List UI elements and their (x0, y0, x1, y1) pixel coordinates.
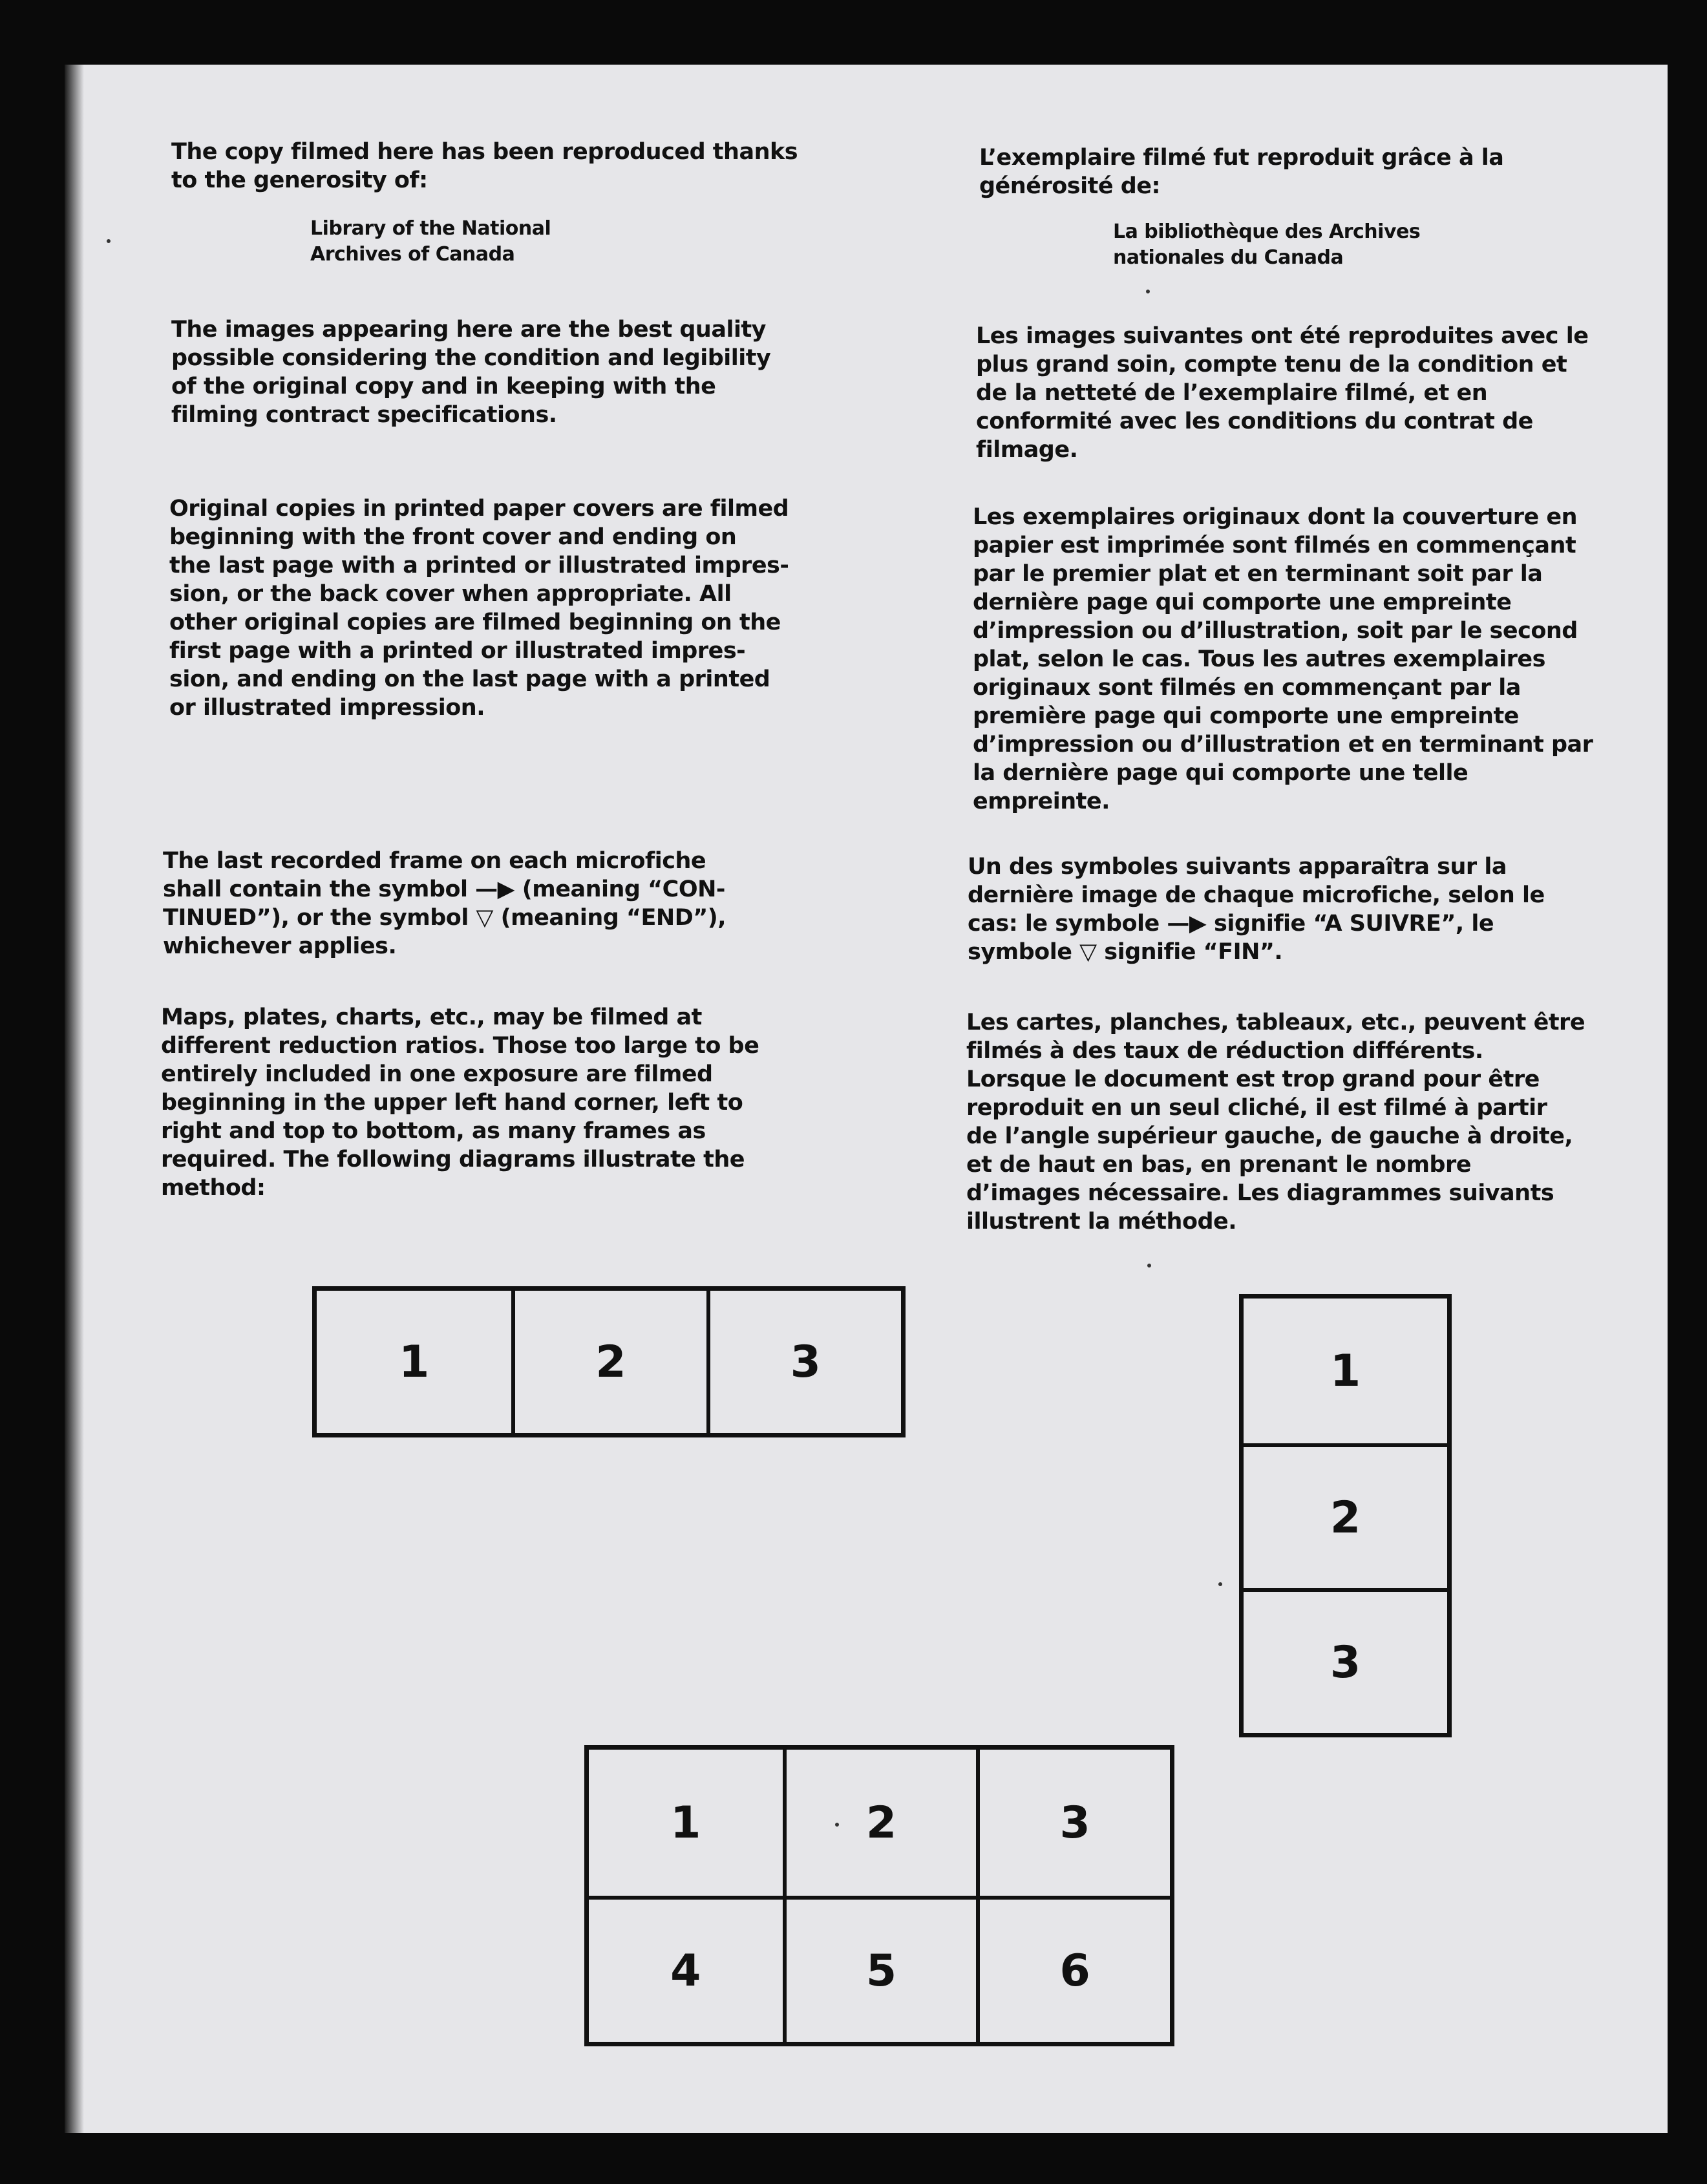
frame-cell: 1 (1330, 1345, 1361, 1397)
frame-cell: 2 (511, 1291, 706, 1433)
frame-cell: 3 (976, 1750, 1170, 1896)
maps-text-en: Maps, plates, charts, etc., may be filmed at different reduction ratios. Those too large to be entirely included in one exposure are filmed beginning in the upper left hand corner, left to right and top to bottom, as many frames as required. The following diagrams illustrate the method: (161, 1004, 759, 1201)
frame-cell: 2 (783, 1750, 977, 1896)
frame-cell: 5 (783, 1896, 977, 2042)
diagram-grid (584, 1745, 1174, 2046)
symbols-text-fr: Un des symboles suivants apparaîtra sur la dernière image de chaque microfiche, selon le cas: le symbole —▶ signifie “A SUIVRE”, le symbole ▽ signifie “FIN”. (968, 854, 1545, 965)
originals-text-fr: Les exemplaires originaux dont la couverture en papier est imprimée sont filmés en commençant par le premier plat et en terminant soit par la dernière page qui comporte une empreinte d’impression ou d’illustration, soit par le second plat, selon le cas. Tous les autres exemplaires originaux sont filmés en commençant par la première page qui comporte une empreinte d’impression ou d’illustration et en terminant par la dernière page qui comporte une telle empreinte. (973, 504, 1593, 814)
diagram-horizontal (312, 1286, 906, 1437)
intro-text-fr: L’exemplaire filmé fut reproduit grâce à la générosité de: (979, 145, 1504, 199)
scan-speck (835, 1823, 839, 1827)
diagram-vertical (1239, 1294, 1452, 1737)
intro-text-en: The copy filmed here has been reproduced thanks to the generosity of: (171, 139, 798, 193)
scan-speck (1147, 1264, 1151, 1267)
frame-cell: 1 (670, 1797, 701, 1849)
frame-cell: 3 (706, 1291, 901, 1433)
quality-text-fr: Les images suivantes ont été reproduites avec le plus grand soin, compte tenu de la condition et de la netteté de l’exemplaire filmé, et en conformité avec les conditions du contrat de filmage. (976, 323, 1589, 463)
scan-speck (1218, 1582, 1222, 1586)
scan-speck (1146, 290, 1150, 293)
symbols-text-en: The last recorded frame on each microfiche shall contain the symbol —▶ (meaning “CON- TINUED”), or the symbol ▽ (meaning “END”), whichever applies. (163, 848, 726, 959)
scan-speck (107, 239, 111, 243)
frame-cell: 3 (1244, 1588, 1447, 1733)
maps-text-fr: Les cartes, planches, tableaux, etc., peuvent être filmés à des taux de réduction différents. Lorsque le document est trop grand pour être reproduit en un seul cliché, il est filmé à partir de l’angle supérieur gauche, de gauche à droite, et de haut en bas, en prenant le nombre d’images nécessaire. Les diagrammes suivants illustrent la méthode. (966, 1010, 1585, 1235)
credit-text-fr: La bibliothèque des Archives nationales du Canada (1113, 220, 1421, 269)
frame-cell: 2 (1244, 1443, 1447, 1588)
credit-text-en: Library of the National Archives of Canada (310, 217, 551, 266)
frame-cell: 6 (976, 1896, 1170, 2042)
frame-cell: 1 (399, 1336, 430, 1388)
page-edge-shadow (65, 65, 84, 2133)
originals-text-en: Original copies in printed paper covers are filmed beginning with the front cover and ending on the last page with a printed or illustrated impres- sion, or the back cover when appropriate. All other original copies are filmed beginning on the first page with a printed or illustrated impres- sion, and ending on the last page with a printed or illustrated impression. (169, 496, 789, 721)
quality-text-en: The images appearing here are the best quality possible considering the condition and legibility of the original copy and in keeping with the filming contract specifications. (171, 317, 771, 428)
frame-cell: 4 (589, 1896, 783, 2042)
